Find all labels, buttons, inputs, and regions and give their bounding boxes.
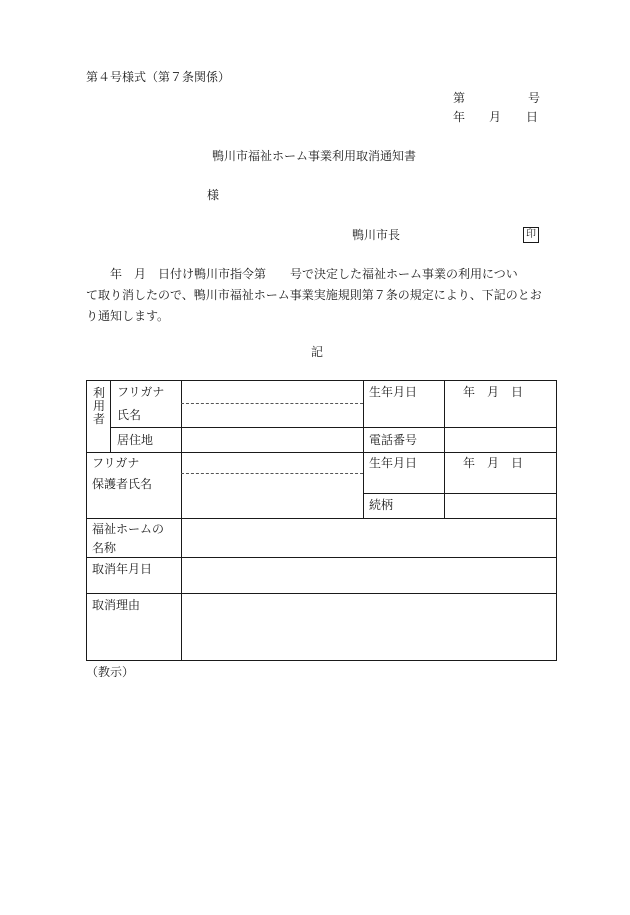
cancel-date-bottom-line <box>87 593 556 594</box>
date-month: 月 <box>489 110 502 124</box>
guardian-birthdate-label: 生年月日 <box>369 456 418 470</box>
body-line-2: て取り消したので、鴨川市福祉ホーム事業実施規則第７条の規定により、下記のとお <box>86 288 542 302</box>
document-title: 鴨川市福祉ホーム事業利用取消通知書 <box>212 149 417 163</box>
instruction-note: （教示） <box>86 665 135 679</box>
guardian-furigana-dashed-line <box>181 473 363 474</box>
doc-number-prefix: 第 <box>453 91 466 105</box>
home-name-label-line1: 福祉ホームの <box>92 522 165 536</box>
body-line-1: 年 月 日付け鴨川市指令第 号で決定した福祉ホーム事業の利用につい <box>86 267 518 281</box>
phone-label: 電話番号 <box>369 433 418 447</box>
user-birthdate-value: 年 月 日 <box>463 385 524 399</box>
birthdate-bottom-line <box>363 427 556 428</box>
user-group-label: 利用者 <box>92 386 105 426</box>
addressee-suffix: 様 <box>207 188 220 202</box>
guardian-section-bottom-line <box>87 518 556 519</box>
seal-mark: 印 <box>523 227 539 243</box>
date-year: 年 <box>453 110 466 124</box>
guardian-birthdate-value: 年 月 日 <box>463 456 524 470</box>
guardian-furigana-label: フリガナ <box>92 456 140 470</box>
right-value-divider <box>444 381 445 518</box>
date-day: 日 <box>526 110 539 124</box>
cancel-date-label: 取消年月日 <box>92 562 153 576</box>
user-address-label: 居住地 <box>117 433 154 447</box>
doc-number-suffix: 号 <box>528 91 541 105</box>
body-line-3: り通知します。 <box>86 309 170 323</box>
form-number: 第４号様式（第７条関係） <box>86 70 231 84</box>
ki-heading: 記 <box>311 345 324 359</box>
home-name-bottom-line <box>87 557 556 558</box>
cancel-reason-label: 取消理由 <box>92 598 141 612</box>
label-column-divider <box>181 381 182 660</box>
guardian-birthdate-bottom-line <box>363 493 556 494</box>
user-birthdate-label: 生年月日 <box>369 385 418 399</box>
notice-body <box>86 264 566 327</box>
name-bottom-line <box>110 427 363 428</box>
guardian-name-label: 保護者氏名 <box>92 477 153 491</box>
user-furigana-dashed-line <box>181 403 363 404</box>
issuer: 鴨川市長 <box>352 228 401 242</box>
user-group-divider <box>110 381 111 452</box>
info-table <box>86 380 557 661</box>
user-furigana-label: フリガナ <box>117 385 165 399</box>
home-name-label-line2: 名称 <box>92 541 117 555</box>
relation-label: 続柄 <box>369 498 394 512</box>
user-section-bottom-line <box>87 452 556 453</box>
value-column-divider <box>363 381 364 518</box>
user-name-label: 氏名 <box>117 408 142 422</box>
